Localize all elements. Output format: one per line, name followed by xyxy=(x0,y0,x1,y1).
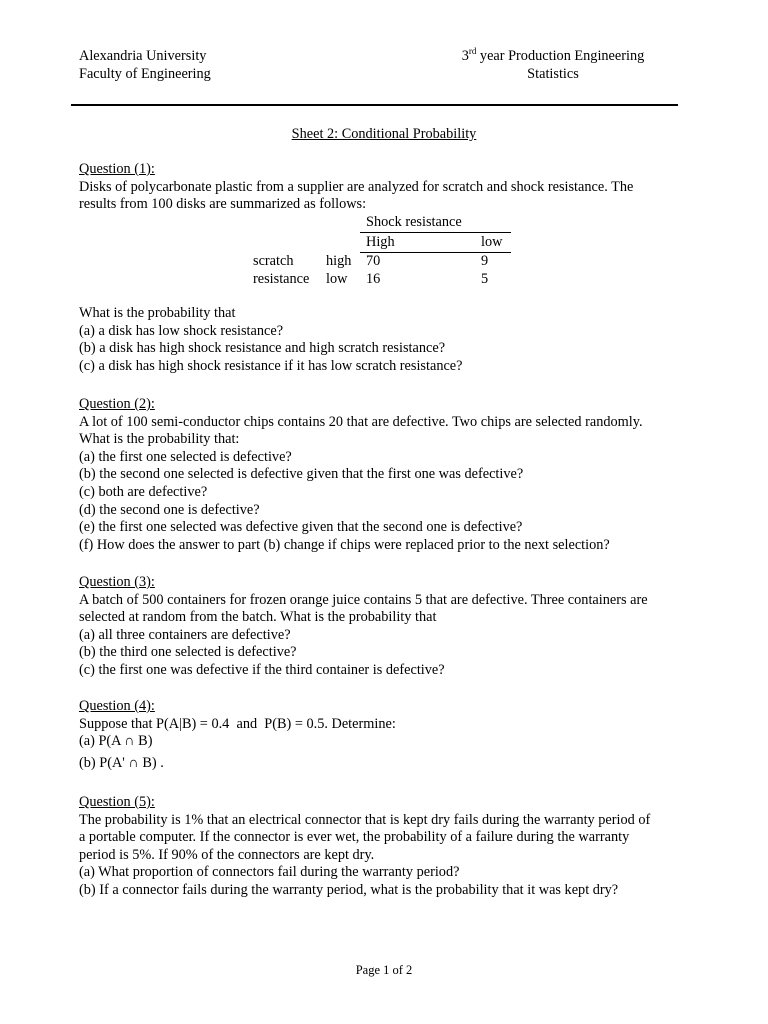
header-right xyxy=(457,48,649,83)
question-5-intro-3: period is 5%. If 90% of the connectors are kept dry. xyxy=(79,846,375,863)
question-4-part-a-label: (a) xyxy=(79,733,95,750)
question-2 xyxy=(79,396,679,554)
question-3-part-b: (b) the third one selected is defective? xyxy=(79,644,297,661)
question-4-part-a-expression: P(A ∩ B) xyxy=(98,733,153,750)
question-3-part-c: (c) the first one was defective if the third container is defective? xyxy=(79,661,445,678)
question-3-part-a: (a) all three containers are defective? xyxy=(79,626,291,643)
page-number: Page 1 of 2 xyxy=(355,963,413,977)
sheet-title xyxy=(0,126,768,144)
question-2-part-b: (b) the second one selected is defective given that the first one was defective? xyxy=(79,466,524,483)
question-4-part-b-label: (b) xyxy=(79,754,96,771)
question-5-part-a: (a) What proportion of connectors fail during the warranty period? xyxy=(79,864,460,881)
sheet-title-text: Sheet 2: Conditional Probability xyxy=(291,126,477,142)
header-rule xyxy=(71,104,678,106)
question-1-part-c: (c) a disk has high shock resistance if it has low scratch resistance? xyxy=(79,357,463,374)
question-1-intro-1: Disks of polycarbonate plastic from a supplier are analyzed for scratch and shock resistance. The xyxy=(79,178,634,195)
question-2-heading: Question (2): xyxy=(79,396,155,412)
question-2-part-c: (c) both are defective? xyxy=(79,483,208,500)
question-1-part-a: (a) a disk has low shock resistance? xyxy=(79,322,284,339)
question-5-intro-2: a portable computer. If the connector is ever wet, the probability of a failure during the warranty xyxy=(79,829,630,846)
question-2-part-a: (a) the first one selected is defective? xyxy=(79,448,292,465)
question-2-part-e: (e) the first one selected was defective given that the second one is defective? xyxy=(79,519,523,536)
question-2-part-d: (d) the second one is defective? xyxy=(79,501,260,518)
question-1 xyxy=(79,161,679,214)
question-1-prompt: What is the probability that xyxy=(79,305,236,321)
question-1-parts xyxy=(79,305,679,375)
table-subheader-rule xyxy=(360,252,511,253)
program-name xyxy=(457,48,649,66)
question-1-intro-2: results from 100 disks are summarized as follows: xyxy=(79,196,367,213)
question-5-part-b: (b) If a connector fails during the warranty period, what is the probability that it was kept dry? xyxy=(79,881,619,898)
question-4 xyxy=(79,698,679,772)
table-col-high: High xyxy=(366,234,395,250)
year-suffix: rd xyxy=(468,46,477,56)
table-row-low: low xyxy=(326,271,348,287)
table-col-low: low xyxy=(481,234,503,250)
question-4-part-b xyxy=(79,755,679,773)
program-label: year Production Engineering xyxy=(476,48,645,64)
question-4-part-a xyxy=(79,733,679,751)
table-cell-hl: 9 xyxy=(481,253,489,269)
table-cell-ll: 5 xyxy=(481,271,489,287)
header-left xyxy=(79,48,211,83)
table-cell-hh: 70 xyxy=(366,253,381,269)
faculty-name: Faculty of Engineering xyxy=(79,65,211,82)
question-1-heading: Question (1): xyxy=(79,161,155,177)
question-1-part-b: (b) a disk has high shock resistance and high scratch resistance? xyxy=(79,340,446,357)
question-2-intro-2: What is the probability that: xyxy=(79,431,240,448)
question-3-intro-2: selected at random from the batch. What is the probability that xyxy=(79,609,437,626)
university-name: Alexandria University xyxy=(79,48,207,64)
question-5-intro-1: The probability is 1% that an electrical connector that is kept dry fails during the warranty period of xyxy=(79,811,651,828)
question-2-part-f: (f) How does the answer to part (b) change if chips were replaced prior to the next selection? xyxy=(79,536,610,553)
question-2-intro-1: A lot of 100 semi-conductor chips contains 20 that are defective. Two chips are selected randomly. xyxy=(79,413,643,430)
question-3-heading: Question (3): xyxy=(79,574,155,590)
table-col-group: Shock resistance xyxy=(366,214,462,230)
question-3 xyxy=(79,574,679,680)
question-4-heading: Question (4): xyxy=(79,698,155,714)
year-number: 3 xyxy=(461,48,469,64)
course-name: Statistics xyxy=(527,65,579,82)
question-5 xyxy=(79,794,679,900)
table-row-group-2: resistance xyxy=(253,271,310,287)
question-4-intro: Suppose that P(A|B) = 0.4 and P(B) = 0.5. Determine: xyxy=(79,715,396,732)
question-5-heading: Question (5): xyxy=(79,794,155,810)
table-row-group-1: scratch xyxy=(253,253,294,269)
question-3-intro-1: A batch of 500 containers for frozen orange juice contains 5 that are defective. Three containers are xyxy=(79,591,648,608)
table-cell-lh: 16 xyxy=(366,271,381,287)
table-header-rule xyxy=(360,232,511,233)
question-4-part-b-expression: P(A' ∩ B) . xyxy=(99,754,164,771)
table-row-high: high xyxy=(326,253,352,269)
